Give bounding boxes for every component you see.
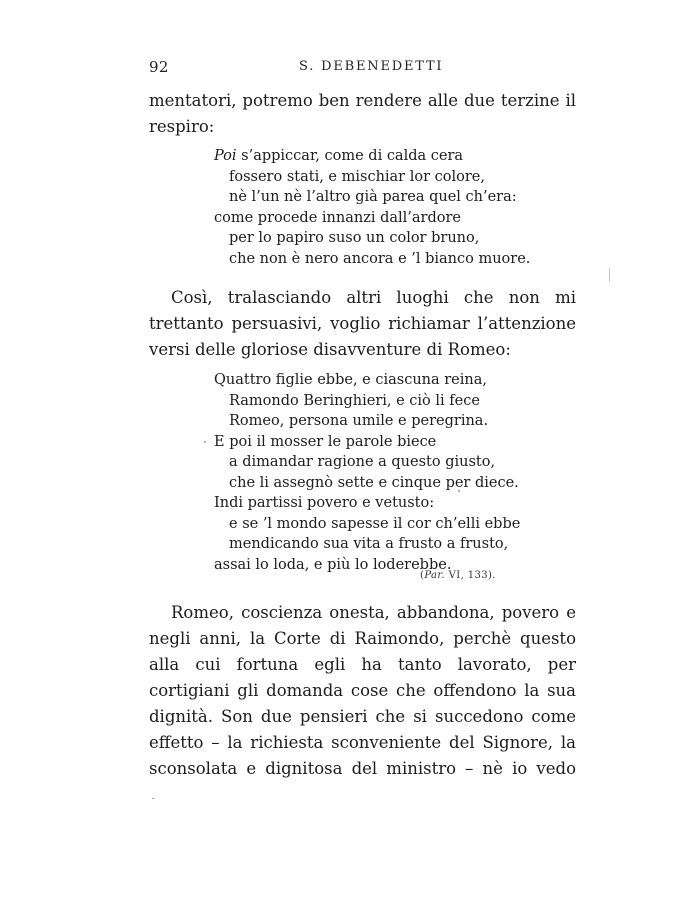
paragraph-middle [149, 285, 576, 363]
verse-quotation-1 [214, 146, 530, 269]
verse-line-rest: s’appiccar, come di calda cera [236, 148, 464, 164]
prose-line: sconsolata e dignitosa del ministro – nè io vedo [149, 759, 576, 778]
verse-line: per lo papiro suso un color bruno, [229, 230, 480, 246]
verse-citation [420, 570, 496, 581]
prose-line: cortigiani gli domanda cose che offendono la sua [149, 681, 576, 700]
prose-line: Così, tralasciando altri luoghi che non mi [171, 288, 576, 307]
verse-line: Ramondo Beringhieri, e ciò li fece [229, 392, 480, 409]
scan-speck [152, 798, 155, 799]
verse-line: fossero stati, e mischiar lor colore, [229, 168, 485, 185]
verse-line: e se ’l mondo sapesse il cor ch’elli ebbe [229, 515, 521, 532]
scan-speck [458, 490, 460, 492]
verse-line: come procede innanzi dall’ardore [214, 209, 462, 226]
verse-line: Quattro figlie ebbe, e ciascuna reina, [214, 372, 487, 388]
verse-line: che li assegnò sette e cinque per diece. [229, 474, 519, 491]
verse-line: assai lo loda, e più lo loderebbe. [214, 556, 452, 573]
verse-quotation-2 [214, 370, 520, 575]
page-number: 92 [149, 58, 169, 76]
verse-line: nè l’un nè l’altro già parea quel ch’era: [229, 189, 517, 205]
page-header [149, 58, 575, 80]
citation-ref: VI, 133). [445, 570, 496, 581]
scan-speck [609, 268, 610, 282]
prose-line: alla cui fortuna egli ha tanto lavorato, per [149, 655, 576, 674]
verse-line [214, 146, 530, 167]
prose-line: negli anni, la Corte di Raimondo, perchè questo [149, 629, 576, 648]
verse-line: Romeo, persona umile e peregrina. [229, 413, 489, 429]
prose-line: versi delle gloriose disavventure di Romeo: [149, 340, 511, 359]
prose-line: dignità. Son due pensieri che si succedono come [149, 707, 576, 726]
prose-line: Romeo, coscienza onesta, abbandona, povero e [171, 603, 576, 622]
citation-work: Par. [424, 570, 446, 581]
prose-line: effetto – la richiesta sconveniente del Signore, la [149, 733, 576, 752]
verse-line: mendicando sua vita a frusto a frusto, [229, 536, 509, 552]
running-head: S. DEBENEDETTI [299, 59, 444, 74]
verse-line: che non è nero ancora e ’l bianco muore. [229, 250, 531, 267]
verse-first-word: Poi [214, 148, 237, 164]
citation-open: ( [420, 570, 425, 581]
paragraph-continuation [149, 88, 576, 140]
prose-line: mentatori, potremo ben rendere alle due terzine il [149, 91, 576, 110]
verse-line: Indi partissi povero e vetusto: [214, 495, 435, 511]
scan-speck [204, 441, 206, 443]
verse-line: a dimandar ragione a questo giusto, [229, 454, 496, 470]
prose-line: respiro: [149, 117, 215, 136]
verse-line: E poi il mosser le parole biece [214, 433, 437, 450]
prose-line: trettanto persuasivi, voglio richiamar l’attenzione [149, 314, 576, 333]
paragraph-bottom [149, 600, 576, 782]
